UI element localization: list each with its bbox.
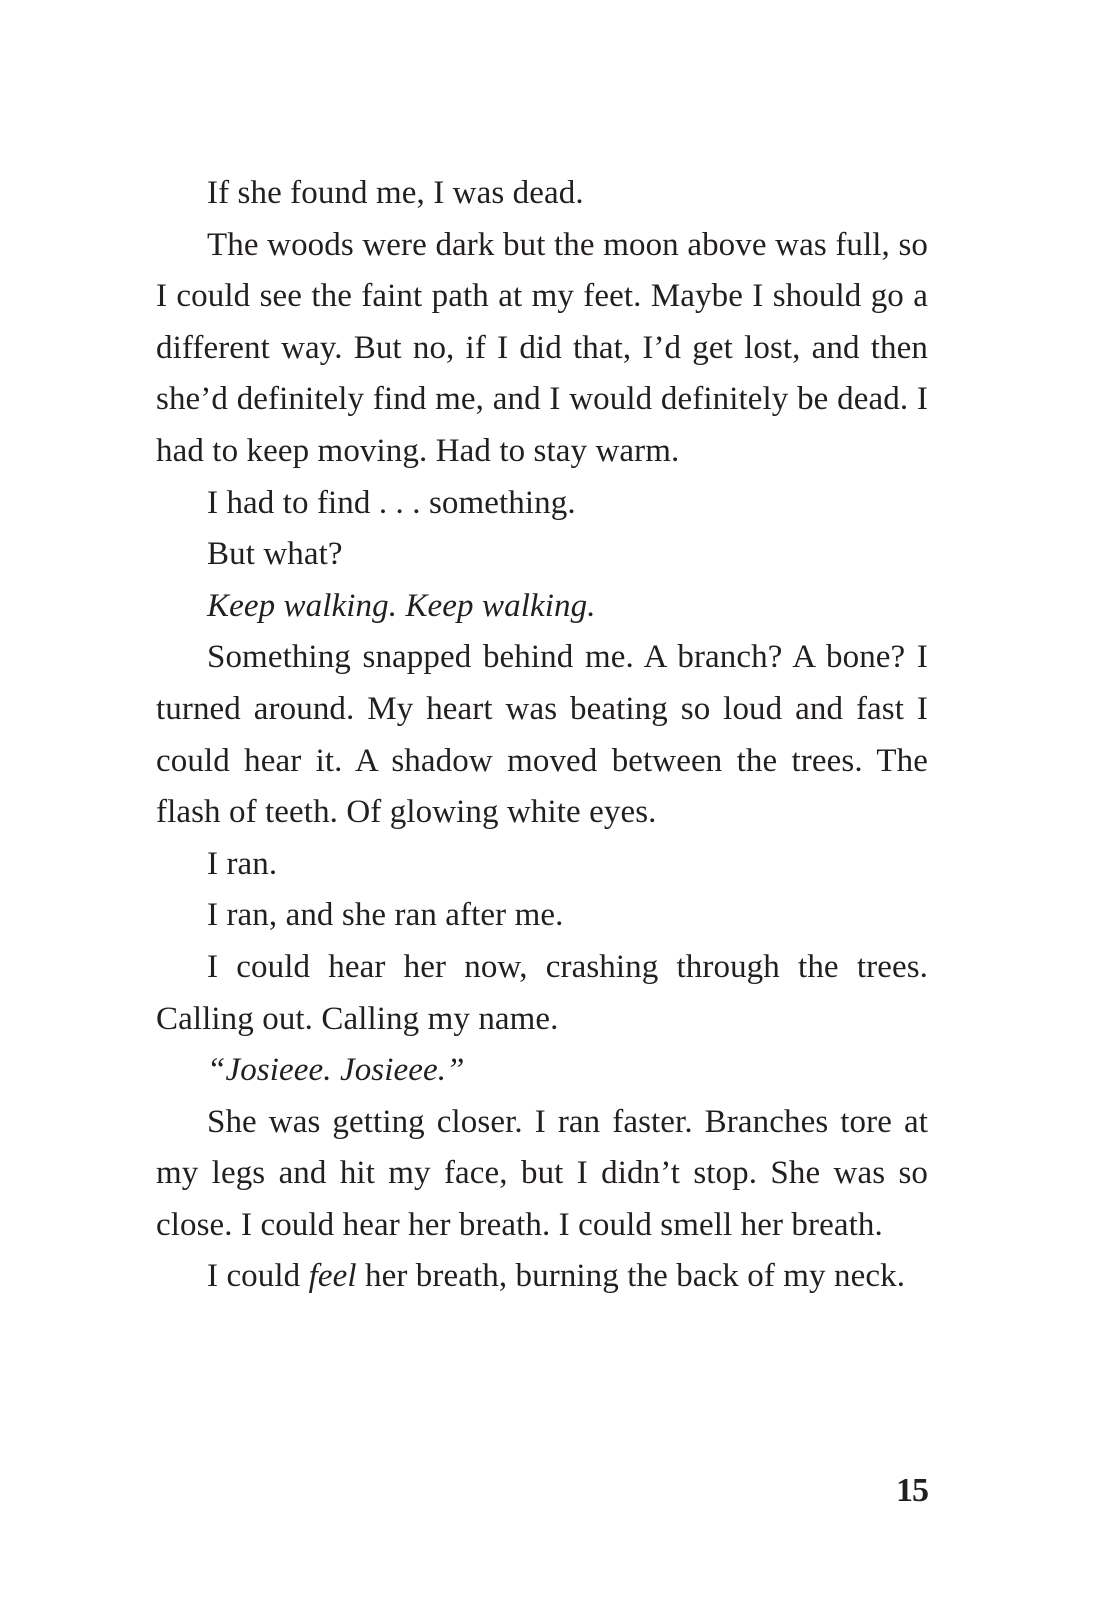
paragraph: She was getting closer. I ran faster. Branches tore at my legs and hit my face, but I didn’t stop. She was so close. I could hear her breath. I could smell her breath. [156,1103,928,1243]
paragraph: But what? [207,536,343,573]
italic-dialogue: “Josieee. Josieee.” [207,1052,465,1089]
paragraph: If she found me, I was dead. [207,175,584,211]
emphasized-word: feel [308,1258,357,1295]
paragraph: I had to find . . . something. [207,484,576,521]
paragraph-with-emphasis [156,1251,928,1303]
paragraph-text-after: her breath, burning the back of my neck. [356,1258,906,1295]
paragraph: The woods were dark but the moon above was full, so I could see the faint path at my feet. Maybe I should go a different way. But no, if I did that, I’d get lost, and then she’d definitely find me, and I would definitely be dead. I had to keep moving. Had to stay warm. [156,226,928,469]
paragraph-text-before: I could [207,1258,309,1295]
paragraph: Something snapped behind me. A branch? A bone? I turned around. My heart was beating so loud and fast I could hear it. A shadow moved between the trees. The flash of teeth. Of glowing white eyes. [156,639,928,831]
paragraph: I ran. [207,845,278,882]
page-number: 15 [896,1472,928,1509]
paragraph: I ran, and she ran after me. [207,897,564,934]
body-text [156,168,928,1303]
italic-paragraph: Keep walking. Keep walking. [207,587,596,624]
paragraph: I could hear her now, crashing through the trees. Calling out. Calling my name. [156,948,928,1037]
